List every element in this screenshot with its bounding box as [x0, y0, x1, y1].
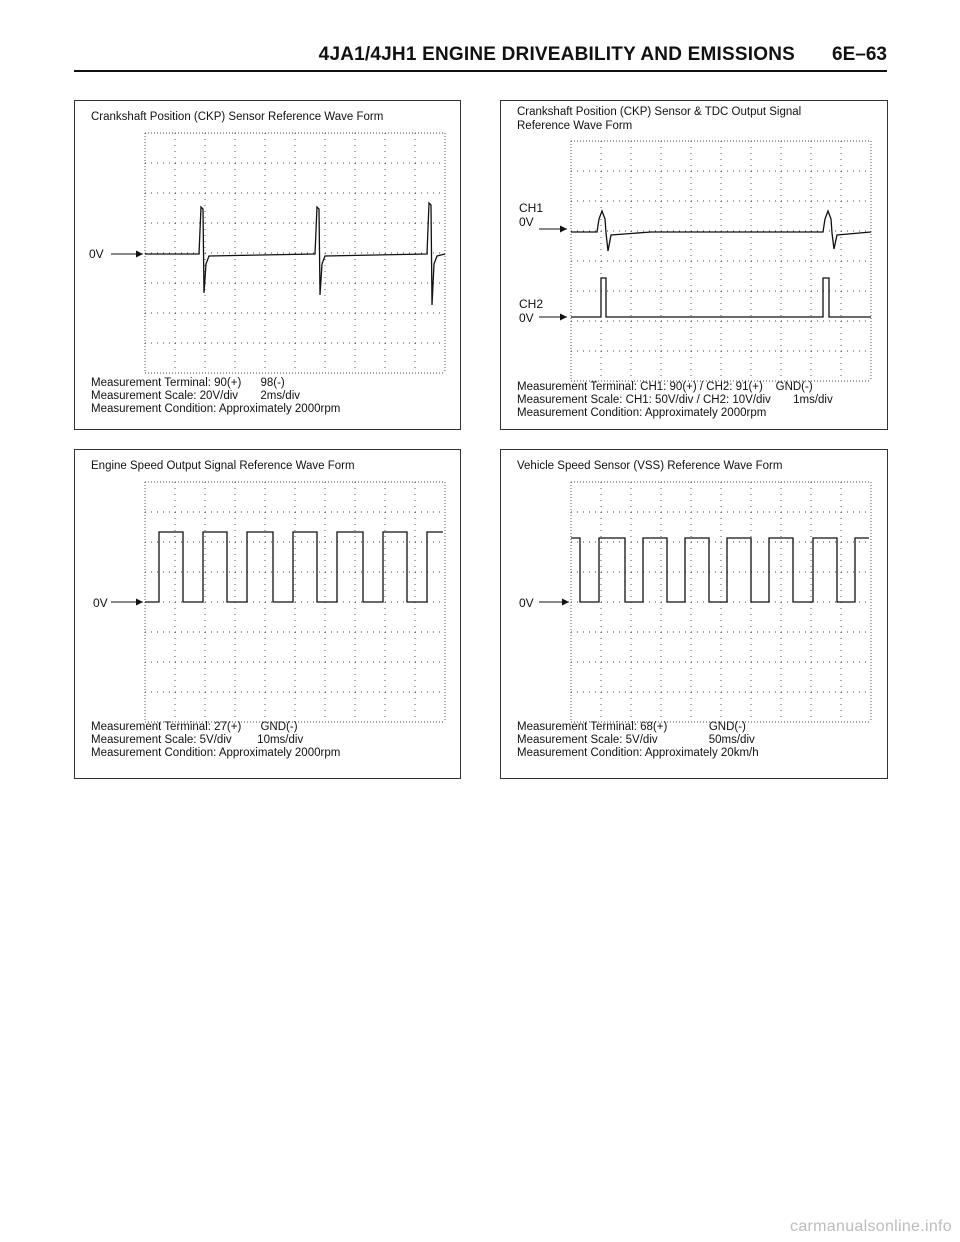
ckp-tdc-scope-grid — [501, 101, 887, 429]
measurement-scale: Measurement Scale: 20V/div 2ms/div — [91, 390, 301, 402]
engine-speed-waveform — [145, 532, 443, 602]
measurement-terminal: Measurement Terminal: CH1: 90(+) / CH2: 91(+) GND(-) — [517, 381, 813, 393]
measurement-terminal: Measurement Terminal: 27(+) GND(-) — [91, 721, 298, 733]
panel-title-line1: Crankshaft Position (CKP) Sensor & TDC Output Signal — [517, 106, 802, 118]
zero-volt-label: 0V — [93, 596, 108, 610]
ch2-arrow-head — [560, 314, 567, 321]
measurement-terminal: Measurement Terminal: 68(+) GND(-) — [517, 721, 746, 733]
page-number: 6E–63 — [832, 44, 887, 65]
vss-waveform-panel — [500, 449, 888, 779]
ckp-waveform-panel — [74, 100, 461, 430]
zero-arrow-head — [136, 251, 143, 258]
measurement-scale: Measurement Scale: CH1: 50V/div / CH2: 10V/div 1ms/div — [517, 394, 833, 406]
ckp-tdc-waveform-panel — [500, 100, 888, 430]
panel-title: Vehicle Speed Sensor (VSS) Reference Wave Form — [517, 460, 783, 472]
panel-title: Crankshaft Position (CKP) Sensor Reference Wave Form — [91, 111, 384, 123]
ch1-arrow-head — [560, 226, 567, 233]
ch1-zero-label: 0V — [519, 215, 534, 229]
measurement-info — [517, 721, 759, 760]
header-rule — [74, 70, 887, 72]
measurement-info — [91, 721, 340, 760]
ch2-label: CH2 — [519, 297, 544, 311]
page-header — [74, 44, 887, 74]
panel-title: Engine Speed Output Signal Reference Wave Form — [91, 460, 355, 472]
measurement-scale: Measurement Scale: 5V/div 50ms/div — [517, 734, 755, 746]
zero-volt-label: 0V — [89, 247, 104, 261]
measurement-scale: Measurement Scale: 5V/div 10ms/div — [91, 734, 304, 746]
measurement-info — [91, 377, 340, 416]
zero-arrow-head — [136, 599, 143, 606]
watermark: carmanualsonline.info — [790, 1218, 952, 1235]
engine-speed-waveform-panel — [74, 449, 461, 779]
measurement-terminal: Measurement Terminal: 90(+) 98(-) — [91, 377, 285, 389]
measurement-condition: Measurement Condition: Approximately 20km/h — [517, 747, 759, 759]
measurement-condition: Measurement Condition: Approximately 2000rpm — [517, 407, 767, 419]
panel-title-line2: Reference Wave Form — [517, 120, 633, 132]
zero-arrow-head — [562, 599, 569, 606]
vss-waveform — [571, 538, 869, 602]
page-title: 4JA1/4JH1 ENGINE DRIVEABILITY AND EMISSIONS — [318, 44, 795, 65]
zero-volt-label: 0V — [519, 596, 534, 610]
measurement-condition: Measurement Condition: Approximately 2000rpm — [91, 403, 341, 415]
measurement-condition: Measurement Condition: Approximately 2000rpm — [91, 747, 341, 759]
ch2-zero-label: 0V — [519, 311, 534, 325]
ch1-label: CH1 — [519, 201, 544, 215]
measurement-info — [517, 381, 833, 420]
